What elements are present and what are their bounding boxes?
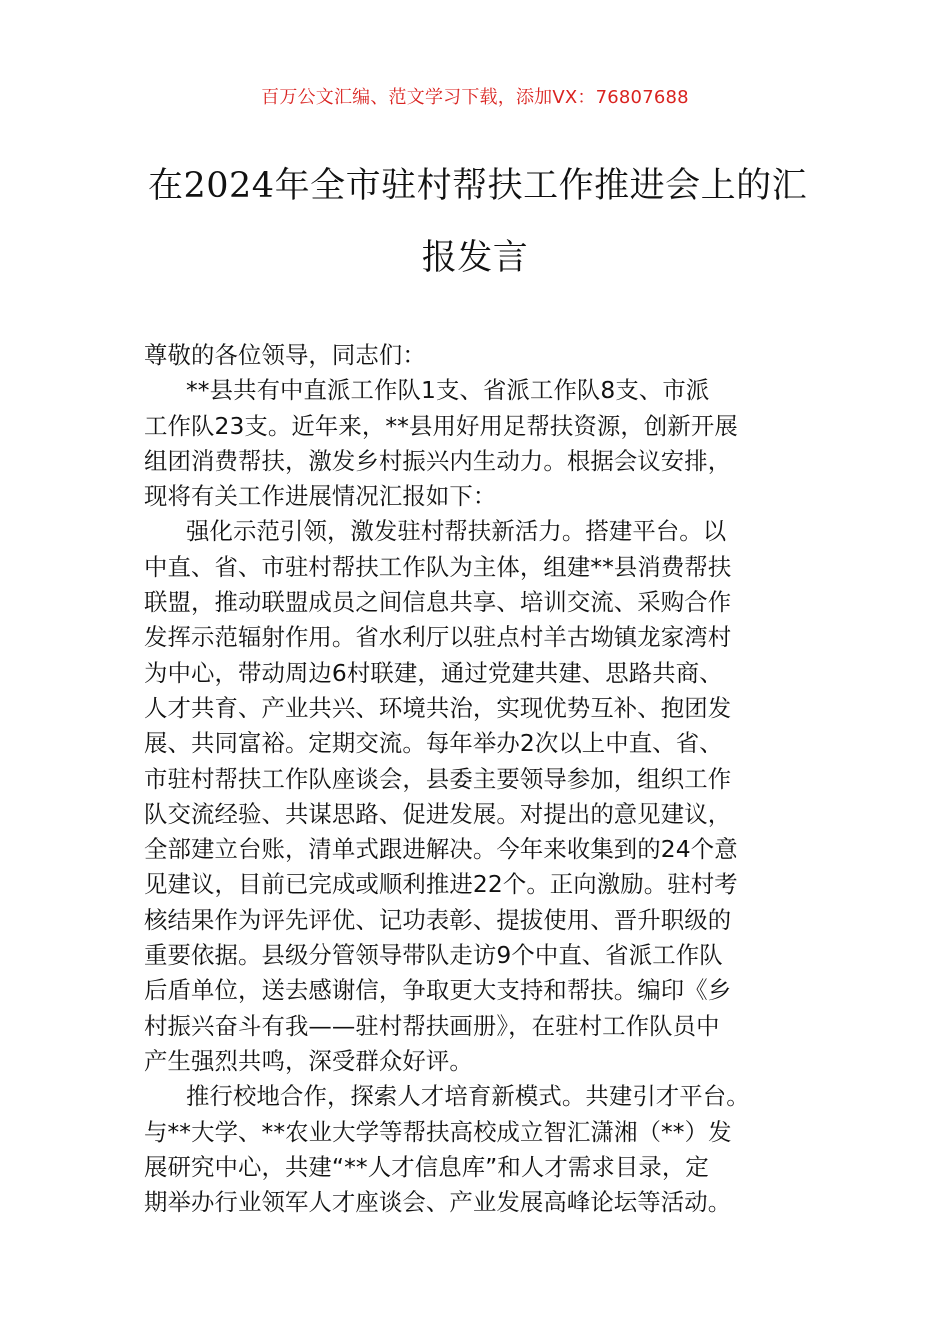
salutation: 尊敬的各位领导，同志们： — [144, 341, 426, 369]
header-watermark-note: 百万公文汇编、范文学习下载，添加VX：76807688 — [261, 87, 689, 108]
paragraph-line: 推行校地合作，探索人才培育新模式。共建引才平台。 — [186, 1082, 750, 1111]
title-line: 在2024年全市驻村帮扶工作推进会上的汇 — [148, 166, 808, 206]
paragraph-line: 全部建立台账，清单式跟进解决。今年来收集到的24个意 — [144, 835, 738, 864]
document-title — [148, 150, 808, 294]
paragraph-line: 后盾单位，送去感谢信，争取更大支持和帮扶。编印《乡 — [144, 976, 732, 1005]
paragraph-line: 现将有关工作进展情况汇报如下： — [144, 482, 497, 511]
paragraph-line: 发挥示范辐射作用。省水利厅以驻点村羊古坳镇龙家湾村 — [144, 623, 732, 652]
paragraph-line: 为中心，带动周边6村联建，通过党建共建、思路共商、 — [144, 658, 723, 687]
document-body — [144, 338, 812, 1220]
paragraph-line: 组团消费帮扶，激发乡村振兴内生动力。根据会议安排， — [144, 446, 732, 475]
paragraph-line: 见建议，目前已完成或顺利推进22个。正向激励。驻村考 — [144, 870, 738, 899]
paragraph-line: 市驻村帮扶工作队座谈会，县委主要领导参加，组织工作 — [144, 764, 732, 793]
paragraph-line: 人才共育、产业共兴、环境共治，实现优势互补、抱团发 — [144, 693, 732, 722]
paragraph-line: 村振兴奋斗有我——驻村帮扶画册》，在驻村工作队员中 — [144, 1011, 720, 1040]
paragraph-line: 队交流经验、共谋思路、促进发展。对提出的意见建议， — [144, 799, 732, 828]
paragraph-line: 中直、省、市驻村帮扶工作队为主体，组建**县消费帮扶 — [144, 552, 732, 581]
paragraph-line: 展、共同富裕。定期交流。每年举办2次以上中直、省、 — [144, 729, 723, 758]
paragraph-line: 产生强烈共鸣，深受群众好评。 — [144, 1046, 473, 1075]
paragraph-line: **县共有中直派工作队1支、省派工作队8支、市派 — [186, 376, 710, 405]
paragraph-line: 展研究中心，共建“**人才信息库”和人才需求目录，定 — [144, 1152, 709, 1181]
paragraph-line: 重要依据。县级分管领导带队走访9个中直、省派工作队 — [144, 941, 723, 970]
paragraph-line: 联盟，推动联盟成员之间信息共享、培训交流、采购合作 — [144, 588, 732, 617]
paragraph-line: 工作队23支。近年来，**县用好用足帮扶资源，创新开展 — [144, 411, 738, 440]
paragraph-line: 核结果作为评先评优、记功表彰、提拔使用、晋升职级的 — [144, 905, 732, 934]
title-line: 报发言 — [421, 238, 529, 278]
paragraph-line: 期举办行业领军人才座谈会、产业发展高峰论坛等活动。 — [144, 1188, 732, 1217]
paragraph-line: 强化示范引领，激发驻村帮扶新活力。搭建平台。以 — [186, 517, 727, 546]
paragraph-line: 与**大学、**农业大学等帮扶高校成立智汇潇湘（**）发 — [144, 1117, 732, 1146]
